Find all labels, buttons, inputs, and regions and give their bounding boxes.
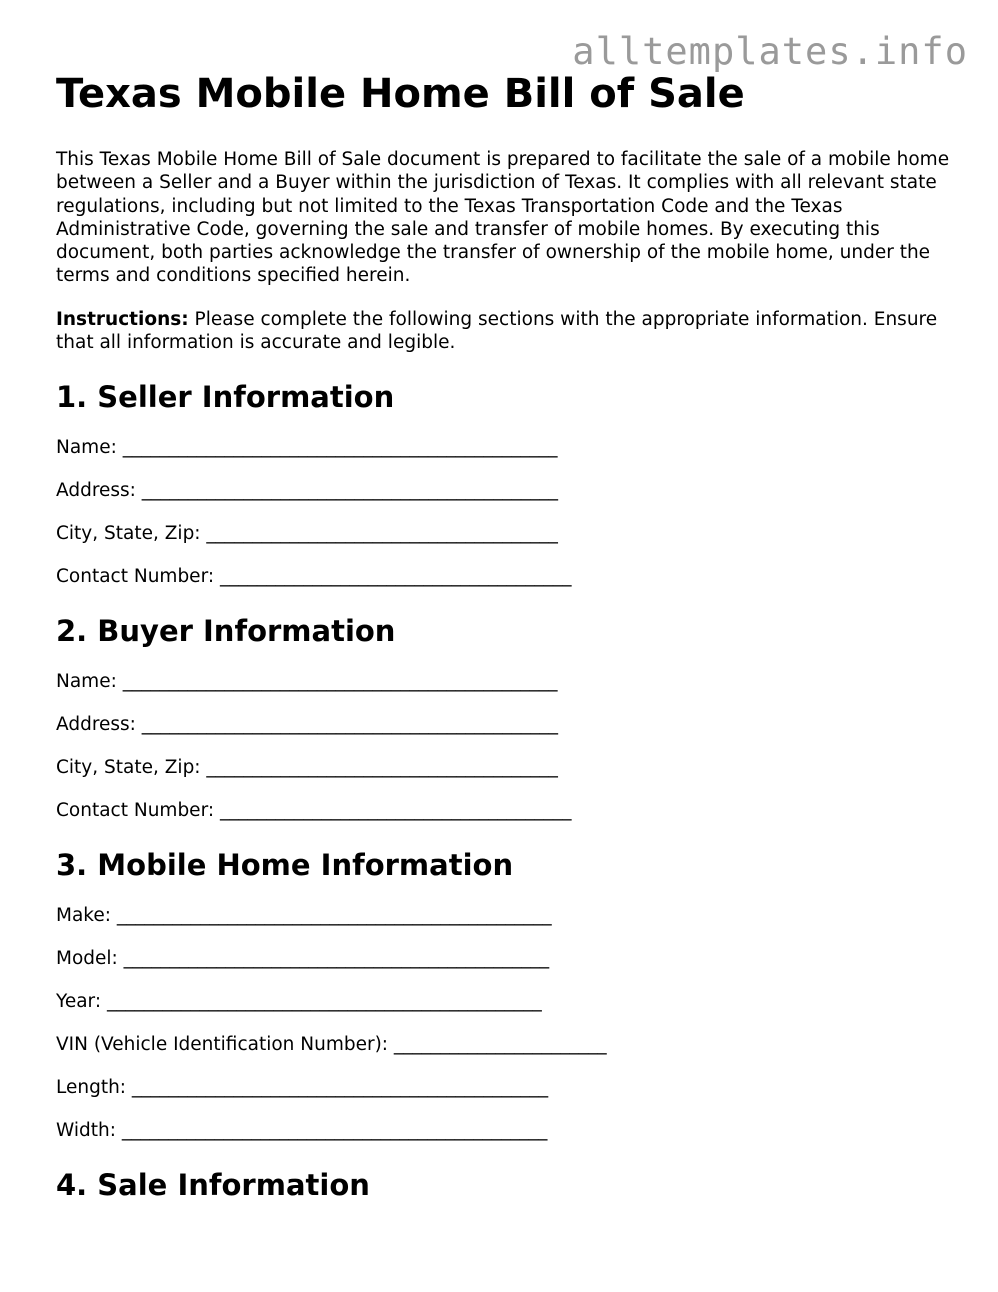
buyer-name-field[interactable]: Name: _______________________________________________ <box>56 671 558 693</box>
instructions-label: Instructions: <box>56 308 189 330</box>
home-length-field[interactable]: Length: _____________________________________________ <box>56 1077 549 1099</box>
instructions-paragraph <box>56 308 956 355</box>
home-vin-field[interactable]: VIN (Vehicle Identification Number): _______________________ <box>56 1034 607 1056</box>
home-model-field[interactable]: Model: ______________________________________________ <box>56 948 550 970</box>
buyer-address-field[interactable]: Address: _____________________________________________ <box>56 714 559 736</box>
instructions-text: Please complete the following sections with the appropriate information. Ensure that all information is accurate and legible. <box>56 308 938 354</box>
home-year-field[interactable]: Year: _______________________________________________ <box>56 991 542 1013</box>
section-heading: 4. Sale Information <box>56 1168 370 1203</box>
section-heading: 2. Buyer Information <box>56 614 396 649</box>
buyer-city-state-zip-field[interactable]: City, State, Zip: ______________________________________ <box>56 757 558 779</box>
section-buyer-information <box>56 612 956 842</box>
document-page <box>56 70 956 1224</box>
section-sale-information <box>56 1166 956 1204</box>
section-heading: 1. Seller Information <box>56 380 395 415</box>
seller-contact-number-field[interactable]: Contact Number: ______________________________________ <box>56 566 572 588</box>
intro-paragraph: This Texas Mobile Home Bill of Sale document is prepared to facilitate the sale of a mobile home between a Seller and a Buyer within the jurisdiction of Texas. It complies with all relevant state regulations, including but not limited to the Texas Transportation Code and the Texas Administrative Code, governing the sale and transfer of mobile homes. By executing this document, both parties acknowledge the transfer of ownership of the mobile home, under the terms and conditions specified herein. <box>56 149 950 287</box>
seller-address-field[interactable]: Address: _____________________________________________ <box>56 480 559 502</box>
section-seller-information <box>56 378 956 608</box>
document-title: Texas Mobile Home Bill of Sale <box>56 71 745 117</box>
watermark: alltemplates.info <box>572 30 968 73</box>
buyer-contact-number-field[interactable]: Contact Number: ______________________________________ <box>56 800 572 822</box>
section-heading: 3. Mobile Home Information <box>56 848 514 883</box>
home-make-field[interactable]: Make: _______________________________________________ <box>56 905 552 927</box>
section-mobile-home-information <box>56 846 956 1162</box>
seller-city-state-zip-field[interactable]: City, State, Zip: ______________________________________ <box>56 523 558 545</box>
seller-name-field[interactable]: Name: _______________________________________________ <box>56 437 558 459</box>
home-width-field[interactable]: Width: ______________________________________________ <box>56 1120 548 1142</box>
